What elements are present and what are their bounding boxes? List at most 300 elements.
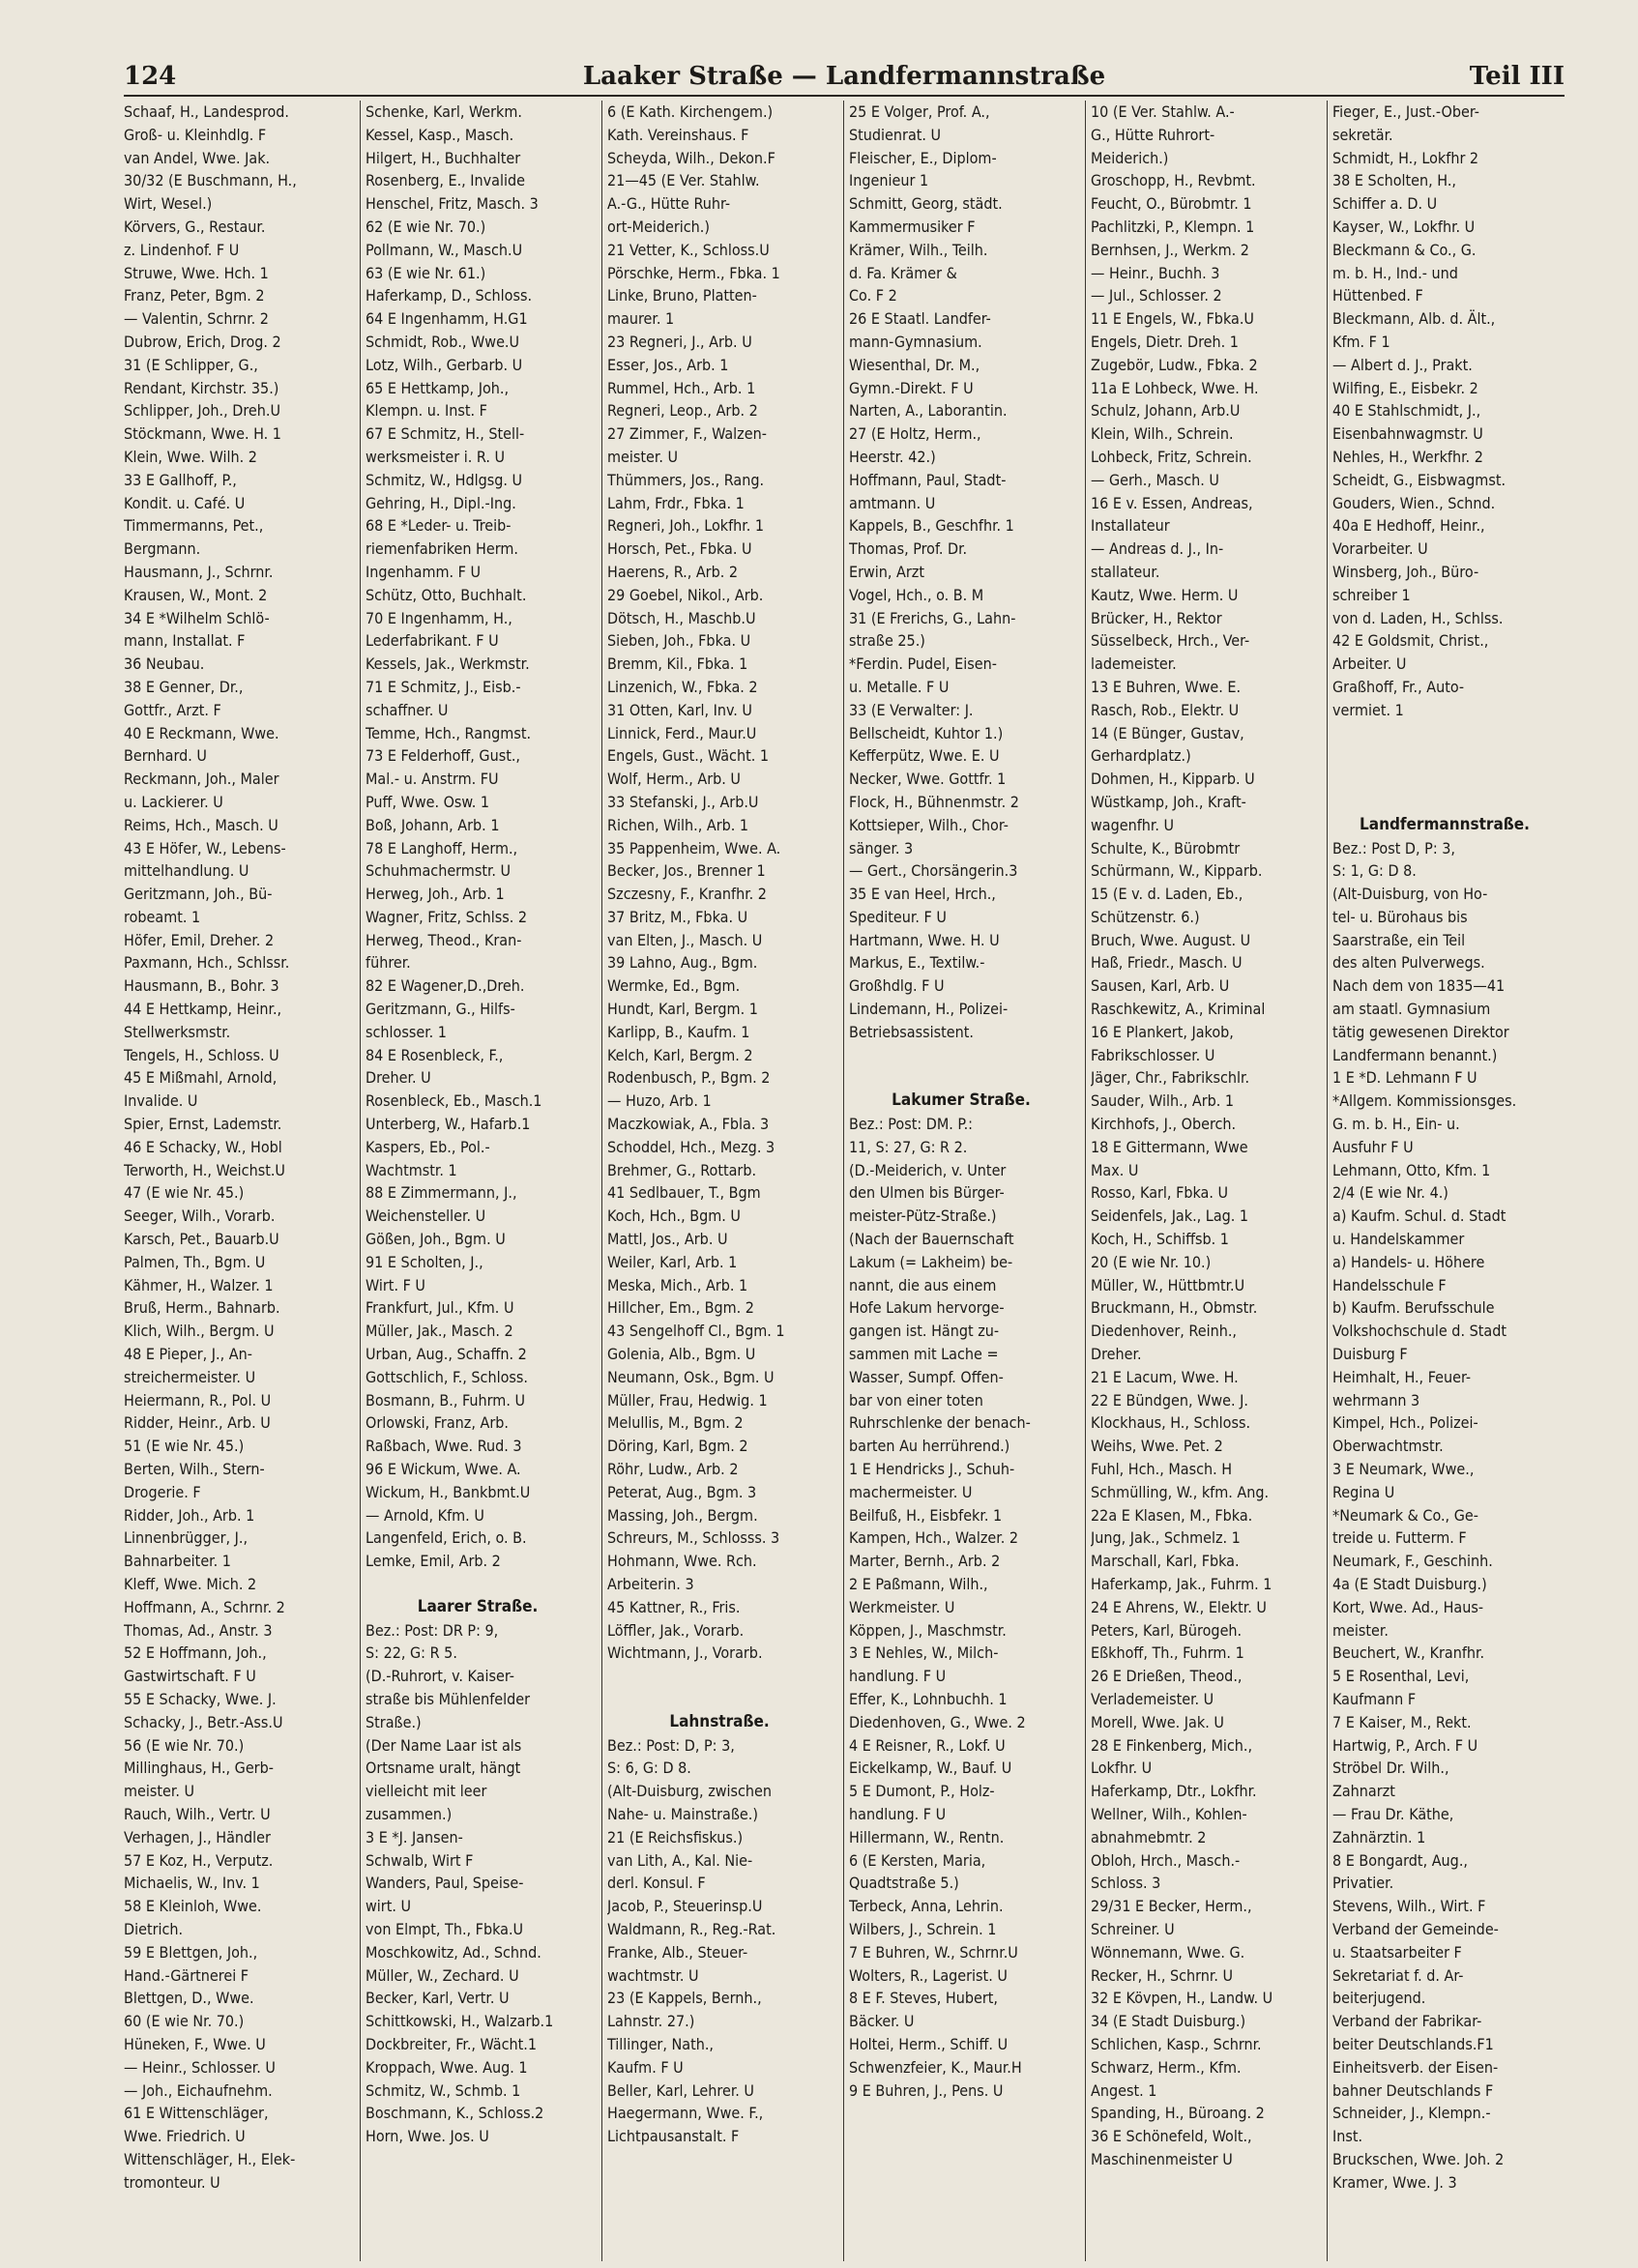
entry-line: Eisenbahnwagmstr. U xyxy=(1332,424,1483,444)
entry-line: Koch, H., Schiffsb. 1 xyxy=(1091,1230,1229,1249)
page-header xyxy=(124,62,1565,93)
entry-line: b) Kaufm. Berufsschule xyxy=(1332,1298,1495,1318)
entry-line: Lindemann, H., Polizei- xyxy=(849,1000,1009,1019)
entry-line: Müller, Jak., Masch. 2 xyxy=(366,1322,513,1341)
entry-line: Co. F 2 xyxy=(849,286,897,305)
entry-line: Schützenstr. 6.) xyxy=(1091,907,1200,926)
entry-line: meister-Pütz-Straße.) xyxy=(849,1207,997,1226)
entry-line: Lehmann, Otto, Kfm. 1 xyxy=(1332,1160,1491,1179)
entry-line: Struwe, Wwe. Hch. 1 xyxy=(124,263,269,282)
entry-line: Schacky, J., Betr.-Ass.U xyxy=(124,1712,283,1731)
entry-line: Wilbers, J., Schrein. 1 xyxy=(849,1919,997,1938)
entry-line: Esser, Jos., Arb. 1 xyxy=(607,355,729,374)
entry-line: Reckmann, Joh., Maler xyxy=(124,770,279,789)
entry-line: Dockbreiter, Fr., Wächt.1 xyxy=(366,2034,537,2053)
entry-line: beiter Deutschlands.F1 xyxy=(1332,2034,1494,2053)
street-heading: Laarer Straße. xyxy=(417,1596,539,1616)
entry-line: 1 E *D. Lehmann F U xyxy=(1332,1068,1477,1088)
entry-line: 11, S: 27, G: R 2. xyxy=(849,1137,968,1156)
column-divider xyxy=(1085,101,1086,2261)
entry-line: Hausmann, B., Bohr. 3 xyxy=(124,976,279,996)
entry-line: Jäger, Chr., Fabrikschlr. xyxy=(1091,1068,1250,1088)
entry-line: 65 E Hettkamp, Joh., xyxy=(366,378,510,397)
entry-line: Seidenfels, Jak., Lag. 1 xyxy=(1091,1207,1249,1226)
entry-line: Gößen, Joh., Bgm. U xyxy=(366,1230,506,1249)
entry-line: Schloss. 3 xyxy=(1091,1874,1161,1893)
entry-line: Rauch, Wilh., Vertr. U xyxy=(124,1804,271,1823)
entry-line: Winsberg, Joh., Büro- xyxy=(1332,562,1479,581)
entry-line: Haerens, R., Arb. 2 xyxy=(607,562,739,581)
entry-line: 38 E Genner, Dr., xyxy=(124,677,244,696)
entry-line: ort-Meiderich.) xyxy=(607,217,710,236)
entry-line: straße bis Mühlenfelder xyxy=(366,1689,531,1708)
entry-line: wagenfhr. U xyxy=(1091,815,1175,834)
entry-line: 48 E Pieper, J., An- xyxy=(124,1345,252,1364)
entry-line: Golenia, Alb., Bgm. U xyxy=(607,1345,756,1364)
street-heading: Landfermannstraße. xyxy=(1360,814,1530,834)
entry-line: — Valentin, Schrnr. 2 xyxy=(124,309,269,329)
entry-line: Löffler, Jak., Vorarb. xyxy=(607,1620,745,1640)
entry-line: 23 (E Kappels, Bernh., xyxy=(607,1989,762,2008)
entry-line: Wilfing, E., Eisbekr. 2 xyxy=(1332,378,1478,397)
entry-line: 68 E *Leder- u. Treib- xyxy=(366,516,512,536)
column-divider xyxy=(1327,101,1328,2261)
entry-line: Scheyda, Wilh., Dekon.F xyxy=(607,148,775,167)
entry-line: Betriebsassistent. xyxy=(849,1022,974,1041)
entry-line: Kaufmann F xyxy=(1332,1689,1417,1708)
entry-line: Schwalb, Wirt F xyxy=(366,1850,474,1870)
entry-line: Zahnärztin. 1 xyxy=(1332,1827,1426,1846)
entry-line: Müller, W., Zechard. U xyxy=(366,1965,519,1985)
entry-line: 59 E Blettgen, Joh., xyxy=(124,1942,258,1962)
entry-line: Vogel, Hch., o. B. M xyxy=(849,585,984,604)
entry-line: Schmülling, W., kfm. Ang. xyxy=(1091,1482,1270,1501)
entry-line: Hoffmann, A., Schrnr. 2 xyxy=(124,1597,285,1616)
entry-line: Meska, Mich., Arb. 1 xyxy=(607,1275,748,1294)
entry-line: 22 E Bündgen, Wwe. J. xyxy=(1091,1390,1248,1410)
entry-line: Waldmann, R., Reg.-Rat. xyxy=(607,1919,776,1938)
entry-line: bar von einer toten xyxy=(849,1390,983,1410)
entry-line: 78 E Langhoff, Herm., xyxy=(366,838,518,858)
entry-line: Müller, W., Hüttbmtr.U xyxy=(1091,1275,1245,1294)
entry-line: Marter, Bernh., Arb. 2 xyxy=(849,1552,1001,1571)
entry-line: Bernhard. U xyxy=(124,746,207,766)
entry-line: 91 E Scholten, J., xyxy=(366,1252,483,1271)
entry-line: 24 E Ahrens, W., Elektr. U xyxy=(1091,1597,1267,1616)
entry-line: Lichtpausanstalt. F xyxy=(607,2127,740,2146)
entry-line: 45 E Mißmahl, Arnold, xyxy=(124,1068,278,1088)
entry-line: 16 E v. Essen, Andreas, xyxy=(1091,493,1253,512)
entry-line: Volkshochschule d. Stadt xyxy=(1332,1322,1506,1341)
entry-line xyxy=(849,1066,1073,1090)
entry-line: Schreurs, M., Schlosss. 3 xyxy=(607,1528,780,1548)
entry-line: 62 (E wie Nr. 70.) xyxy=(366,217,486,236)
entry-line xyxy=(366,1573,590,1596)
entry-line: S: 6, G: D 8. xyxy=(607,1759,691,1778)
entry-line: 37 Britz, M., Fbka. U xyxy=(607,907,748,926)
entry-line: 88 E Zimmermann, J., xyxy=(366,1183,517,1203)
entry-line: 44 E Hettkamp, Heinr., xyxy=(124,1000,282,1019)
entry-line: Schreiner. U xyxy=(1091,1919,1175,1938)
entry-line: Massing, Joh., Bergm. xyxy=(607,1505,758,1525)
entry-line: 9 E Buhren, J., Pens. U xyxy=(849,2080,1004,2100)
entry-line: Jacob, P., Steuerinsp.U xyxy=(607,1897,763,1916)
entry-line: 16 E Plankert, Jakob, xyxy=(1091,1022,1234,1041)
entry-line: (Der Name Laar ist als xyxy=(366,1735,522,1755)
entry-line: 40 E Reckmann, Wwe. xyxy=(124,723,279,742)
entry-line: 40a E Hedhoff, Heinr., xyxy=(1332,516,1485,536)
entry-line: Groß- u. Kleinhdlg. F xyxy=(124,125,267,144)
entry-line: u. Handelskammer xyxy=(1332,1230,1465,1249)
entry-line: schaffner. U xyxy=(366,700,449,719)
column-1 xyxy=(124,101,348,2261)
entry-line: tätig gewesenen Direktor xyxy=(1332,1022,1509,1041)
entry-line: gangen ist. Hängt zu- xyxy=(849,1322,1000,1341)
entry-line: Beller, Karl, Lehrer. U xyxy=(607,2080,754,2100)
entry-line: Engels, Gust., Wächt. 1 xyxy=(607,746,769,766)
entry-line: Effer, K., Lohnbuchh. 1 xyxy=(849,1689,1008,1708)
entry-line: Bruß, Herm., Bahnarb. xyxy=(124,1298,280,1318)
entry-line: wirt. U xyxy=(366,1897,412,1916)
entry-line: Bruckschen, Wwe. Joh. 2 xyxy=(1332,2149,1505,2168)
entry-line: 52 E Hoffmann, Joh., xyxy=(124,1643,267,1663)
entry-line: 70 E Ingenhamm, H., xyxy=(366,608,512,627)
entry-line: Fleischer, E., Diplom- xyxy=(849,148,997,167)
entry-line: 22a E Klasen, M., Fbka. xyxy=(1091,1505,1253,1525)
entry-line: Verhagen, J., Händler xyxy=(124,1827,271,1846)
entry-line xyxy=(607,1665,832,1688)
entry-line: riemenfabriken Herm. xyxy=(366,539,518,559)
entry-line: meister. xyxy=(1332,1620,1389,1640)
entry-line: Kaufm. F U xyxy=(607,2057,684,2077)
entry-line: 3 E *J. Jansen- xyxy=(366,1827,463,1846)
column-2 xyxy=(366,101,590,2261)
entry-line: Kelch, Karl, Bergm. 2 xyxy=(607,1045,753,1064)
entry-line: 29 Goebel, Nikol., Arb. xyxy=(607,585,764,604)
entry-line: 84 E Rosenbleck, F., xyxy=(366,1045,504,1064)
entry-line: werksmeister i. R. U xyxy=(366,447,505,466)
entry-line: Gottschlich, F., Schloss. xyxy=(366,1367,528,1386)
entry-line: Pollmann, W., Masch.U xyxy=(366,240,523,259)
entry-line: Fabrikschlosser. U xyxy=(1091,1045,1215,1064)
entry-line: Eßkhoff, Th., Fuhrm. 1 xyxy=(1091,1643,1244,1663)
entry-line: Wiesenthal, Dr. M., xyxy=(849,355,980,374)
entry-line: Lokfhr. U xyxy=(1091,1759,1153,1778)
entry-line: Schiffer a. D. U xyxy=(1332,194,1438,214)
entry-line: Millinghaus, H., Gerb- xyxy=(124,1759,274,1778)
entry-line: Necker, Wwe. Gottfr. 1 xyxy=(849,770,1007,789)
entry-line: Rendant, Kirchstr. 35.) xyxy=(124,378,279,397)
entry-line: Inst. xyxy=(1332,2127,1363,2146)
entry-line: Bleckmann & Co., G. xyxy=(1332,240,1477,259)
entry-line: a) Kaufm. Schul. d. Stadt xyxy=(1332,1207,1506,1226)
entry-line: Diedenhover, Reinh., xyxy=(1091,1322,1237,1341)
entry-line: Bahnarbeiter. 1 xyxy=(124,1552,231,1571)
entry-line: Haß, Friedr., Masch. U xyxy=(1091,953,1243,973)
entry-line: Franke, Alb., Steuer- xyxy=(607,1942,748,1962)
entry-line: abnahmebmtr. 2 xyxy=(1091,1827,1207,1846)
entry-line: Orlowski, Franz, Arb. xyxy=(366,1413,509,1433)
entry-line: Richen, Wilh., Arb. 1 xyxy=(607,815,749,834)
entry-line: 67 E Schmitz, H., Stell- xyxy=(366,424,525,444)
entry-line: Hoffmann, Paul, Stadt- xyxy=(849,470,1007,489)
entry-line: S: 22, G: R 5. xyxy=(366,1643,457,1663)
entry-line: 64 E Ingenhamm, H.G1 xyxy=(366,309,528,329)
entry-line: — Gerh., Masch. U xyxy=(1091,470,1219,489)
entry-line: Schwarz, Herm., Kfm. xyxy=(1091,2057,1242,2077)
entry-line: 73 E Felderhoff, Gust., xyxy=(366,746,520,766)
entry-line: Boß, Johann, Arb. 1 xyxy=(366,815,500,834)
entry-line: des alten Pulverwegs. xyxy=(1332,953,1485,973)
entry-line: Engels, Dietr. Dreh. 1 xyxy=(1091,332,1239,351)
entry-line: Herweg, Joh., Arb. 1 xyxy=(366,885,505,904)
entry-line: Lederfabrikant. F U xyxy=(366,631,499,651)
entry-line: 71 E Schmitz, J., Eisb.- xyxy=(366,677,521,696)
entry-line: Karlipp, B., Kaufm. 1 xyxy=(607,1022,750,1041)
column-4 xyxy=(849,101,1073,2261)
entry-line: m. b. H., Ind.- und xyxy=(1332,263,1458,282)
entry-line: Zugebör, Ludw., Fbka. 2 xyxy=(1091,355,1258,374)
entry-line: 61 E Wittenschläger, xyxy=(124,2104,269,2123)
entry-line: Eickelkamp, W., Bauf. U xyxy=(849,1759,1012,1778)
entry-line: 14 (E Bünger, Gustav, xyxy=(1091,723,1244,742)
entry-line: 15 (E v. d. Laden, Eb., xyxy=(1091,885,1243,904)
entry-line: Scheidt, G., Eisbwagmst. xyxy=(1332,470,1506,489)
entry-line: Wirt. F U xyxy=(366,1275,425,1294)
entry-line: Haegermann, Wwe. F., xyxy=(607,2104,764,2123)
entry-line: 7 E Buhren, W., Schrnr.U xyxy=(849,1942,1018,1962)
entry-line: Vorarbeiter. U xyxy=(1332,539,1428,559)
entry-line: u. Staatsarbeiter F xyxy=(1332,1942,1462,1962)
entry-line: Peters, Karl, Bürogeh. xyxy=(1091,1620,1243,1640)
column-5 xyxy=(1091,101,1315,2261)
entry-line: handlung. F U xyxy=(849,1804,947,1823)
entry-line: Ingenieur 1 xyxy=(849,171,929,190)
entry-line: Klockhaus, H., Schloss. xyxy=(1091,1413,1251,1433)
entry-line: Koch, Hch., Bgm. U xyxy=(607,1207,741,1226)
entry-line: Schaaf, H., Landesprod. xyxy=(124,102,289,121)
entry-line: wehrmann 3 xyxy=(1332,1390,1420,1410)
entry-line: lademeister. xyxy=(1091,654,1177,674)
entry-line: Heiermann, R., Pol. U xyxy=(124,1390,272,1410)
entry-line: u. Metalle. F U xyxy=(849,677,950,696)
entry-line: 47 (E wie Nr. 45.) xyxy=(124,1183,245,1203)
entry-line: Rosso, Karl, Fbka. U xyxy=(1091,1183,1229,1203)
entry-line: Körvers, G., Restaur. xyxy=(124,217,266,236)
entry-line: robeamt. 1 xyxy=(124,907,201,926)
entry-line: 43 E Höfer, W., Lebens- xyxy=(124,838,286,858)
entry-line: Schmitt, Georg, städt. xyxy=(849,194,1003,214)
entry-line: Schmitz, W., Hdlgsg. U xyxy=(366,470,523,489)
entry-line: Wermke, Ed., Bgm. xyxy=(607,976,741,996)
entry-line: Bruckmann, H., Obmstr. xyxy=(1091,1298,1258,1318)
entry-line: 34 E *Wilhelm Schlö- xyxy=(124,608,270,627)
entry-line: 39 Lahno, Aug., Bgm. xyxy=(607,953,758,973)
entry-line: z. Lindenhof. F U xyxy=(124,240,240,259)
entry-line: meister. U xyxy=(607,447,679,466)
entry-line: Bruch, Wwe. August. U xyxy=(1091,930,1251,949)
entry-line: 7 E Kaiser, M., Rekt. xyxy=(1332,1712,1472,1731)
entry-line: Flock, H., Bühnenmstr. 2 xyxy=(849,792,1019,811)
entry-line: 31 Otten, Karl, Inv. U xyxy=(607,700,752,719)
entry-line: Wolters, R., Lagerist. U xyxy=(849,1965,1008,1985)
entry-line: Wasser, Sumpf. Offen- xyxy=(849,1367,1004,1386)
entry-line: Röhr, Ludw., Arb. 2 xyxy=(607,1460,739,1479)
entry-line: Krausen, W., Mont. 2 xyxy=(124,585,268,604)
entry-line: 36 E Schönefeld, Wolt., xyxy=(1091,2127,1252,2146)
entry-line xyxy=(1332,791,1557,814)
entry-line: Timmermanns, Pet., xyxy=(124,516,264,536)
entry-line: — Andreas d. J., In- xyxy=(1091,539,1224,559)
entry-line: 18 E Gittermann, Wwe xyxy=(1091,1137,1248,1156)
entry-line: Palmen, Th., Bgm. U xyxy=(124,1252,266,1271)
entry-line: van Andel, Wwe. Jak. xyxy=(124,148,271,167)
entry-line: 20 (E wie Nr. 10.) xyxy=(1091,1252,1212,1271)
entry-line: Bez.: Post: DM. P.: xyxy=(849,1115,974,1134)
entry-line: Szczesny, F., Kranfhr. 2 xyxy=(607,885,767,904)
entry-line: 51 (E wie Nr. 45.) xyxy=(124,1437,245,1456)
entry-line: Morell, Wwe. Jak. U xyxy=(1091,1712,1224,1731)
entry-line: 1 E Hendricks J., Schuh- xyxy=(849,1460,1015,1479)
entry-line: Kaspers, Eb., Pol.- xyxy=(366,1137,490,1156)
entry-line: 13 E Buhren, Wwe. E. xyxy=(1091,677,1242,696)
entry-line: Kimpel, Hch., Polizei- xyxy=(1332,1413,1478,1433)
entry-line: Invalide. U xyxy=(124,1091,198,1111)
entry-line: Hohmann, Wwe. Rch. xyxy=(607,1552,757,1571)
entry-line: — Huzo, Arb. 1 xyxy=(607,1091,712,1111)
entry-line: Heerstr. 42.) xyxy=(849,447,936,466)
entry-line: Nach dem von 1835—41 xyxy=(1332,976,1506,996)
entry-line: Kroppach, Wwe. Aug. 1 xyxy=(366,2057,528,2077)
entry-line: amtmann. U xyxy=(849,493,936,512)
entry-line: 31 (E Schlipper, G., xyxy=(124,355,258,374)
entry-line: 56 (E wie Nr. 70.) xyxy=(124,1735,245,1755)
entry-line: Rodenbusch, P., Bgm. 2 xyxy=(607,1068,771,1088)
entry-line: Rosenberg, E., Invalide xyxy=(366,171,525,190)
entry-line: sammen mit Lache = xyxy=(849,1345,999,1364)
entry-line: 6 (E Kath. Kirchengem.) xyxy=(607,102,774,121)
entry-line: Pörschke, Herm., Fbka. 1 xyxy=(607,263,780,282)
entry-line: Rosenbleck, Eb., Masch.1 xyxy=(366,1091,542,1111)
entry-line: Brehmer, G., Rottarb. xyxy=(607,1160,757,1179)
entry-line: Studienrat. U xyxy=(849,125,942,144)
entry-line: Dietrich. xyxy=(124,1919,184,1938)
entry-line: Handelsschule F xyxy=(1332,1275,1447,1294)
entry-line: Dreher. U xyxy=(366,1068,431,1088)
entry-line: 21 (E Reichsfiskus.) xyxy=(607,1827,744,1846)
entry-line: Rummel, Hch., Arb. 1 xyxy=(607,378,756,397)
column-divider xyxy=(601,101,602,2261)
entry-line: 41 Sedlbauer, T., Bgm xyxy=(607,1183,761,1203)
entry-line: 40 E Stahlschmidt, J., xyxy=(1332,401,1481,421)
entry-line: Dötsch, H., Maschb.U xyxy=(607,608,756,627)
entry-line: *Ferdin. Pudel, Eisen- xyxy=(849,654,997,674)
entry-line: Becker, Karl, Vertr. U xyxy=(366,1989,510,2008)
entry-line: Bergmann. xyxy=(124,539,201,559)
entry-line xyxy=(1332,768,1557,791)
entry-line: Klein, Wwe. Wilh. 2 xyxy=(124,447,257,466)
entry-line: Kampen, Hch., Walzer. 2 xyxy=(849,1528,1019,1548)
entry-line: treide u. Futterm. F xyxy=(1332,1528,1467,1548)
column-divider xyxy=(843,101,844,2261)
entry-line: Kappels, B., Geschfhr. 1 xyxy=(849,516,1014,536)
entry-line: Einheitsverb. der Eisen- xyxy=(1332,2057,1499,2077)
entry-line: Raßbach, Wwe. Rud. 3 xyxy=(366,1437,522,1456)
entry-line: Lahm, Frdr., Fbka. 1 xyxy=(607,493,745,512)
entry-line: 46 E Schacky, W., Hobl xyxy=(124,1137,282,1156)
entry-line: (Alt-Duisburg, zwischen xyxy=(607,1782,773,1801)
entry-line: Quadtstraße 5.) xyxy=(849,1874,959,1893)
entry-line: Terworth, H., Weichst.U xyxy=(124,1160,285,1179)
entry-line: Haferkamp, D., Schloss. xyxy=(366,286,533,305)
entry-line: Drogerie. F xyxy=(124,1482,201,1501)
entry-line: — Arnold, Kfm. U xyxy=(366,1505,484,1525)
entry-line: Schenke, Karl, Werkm. xyxy=(366,102,522,121)
entry-line: tel- u. Bürohaus bis xyxy=(1332,907,1468,926)
entry-line: 36 Neubau. xyxy=(124,654,205,674)
street-heading: Lahnstraße. xyxy=(669,1711,770,1731)
entry-line: von d. Laden, H., Schlss. xyxy=(1332,608,1504,627)
entry-line: 33 E Gallhoff, P., xyxy=(124,470,237,489)
entry-line: Bosmann, B., Fuhrm. U xyxy=(366,1390,525,1410)
entry-line: Döring, Karl, Bgm. 2 xyxy=(607,1437,748,1456)
entry-line: 28 E Finkenberg, Mich., xyxy=(1091,1735,1253,1755)
entry-line: Arbeiter. U xyxy=(1332,654,1407,674)
entry-line: Franz, Peter, Bgm. 2 xyxy=(124,286,265,305)
entry-line: Wittenschläger, H., Elek- xyxy=(124,2149,296,2168)
entry-line: Graßhoff, Fr., Auto- xyxy=(1332,677,1465,696)
entry-line: Süsselbeck, Hrch., Ver- xyxy=(1091,631,1250,651)
entry-line: 63 (E wie Nr. 61.) xyxy=(366,263,486,282)
entry-line: G., Hütte Ruhrort- xyxy=(1091,125,1215,144)
entry-line: Terbeck, Anna, Lehrin. xyxy=(849,1897,1004,1916)
entry-line: den Ulmen bis Bürger- xyxy=(849,1183,1005,1203)
entry-line: (D.-Ruhrort, v. Kaiser- xyxy=(366,1667,514,1686)
entry-line: Neumann, Osk., Bgm. U xyxy=(607,1367,775,1386)
entry-line: machermeister. U xyxy=(849,1482,973,1501)
entry-line: 10 (E Ver. Stahlw. A.- xyxy=(1091,102,1235,121)
entry-line: 3 E Nehles, W., Milch- xyxy=(849,1643,999,1663)
entry-line: Schlipper, Joh., Dreh.U xyxy=(124,401,280,421)
entry-line: 96 E Wickum, Wwe. A. xyxy=(366,1460,521,1479)
street-heading: Lakumer Straße. xyxy=(892,1090,1031,1111)
entry-line: Neumark, F., Geschinh. xyxy=(1332,1552,1493,1571)
entry-line: Herweg, Theod., Kran- xyxy=(366,930,522,949)
entry-line: Ridder, Heinr., Arb. U xyxy=(124,1413,271,1433)
entry-line: 33 Stefanski, J., Arb.U xyxy=(607,792,759,811)
entry-line: Bez.: Post: DR P: 9, xyxy=(366,1620,499,1640)
entry-line: 8 E Bongardt, Aug., xyxy=(1332,1850,1468,1870)
entry-line: (Alt-Duisburg, von Ho- xyxy=(1332,885,1488,904)
entry-line: sekretär. xyxy=(1332,125,1393,144)
entry-line: Linnick, Ferd., Maur.U xyxy=(607,723,757,742)
entry-line: wachtmstr. U xyxy=(607,1965,699,1985)
entry-line: Schmidt, H., Lokfhr 2 xyxy=(1332,148,1479,167)
entry-line xyxy=(849,1044,1073,1067)
entry-line: mittelhandlung. U xyxy=(124,861,249,881)
entry-line: Maczkowiak, A., Fbla. 3 xyxy=(607,1115,770,1134)
entry-line: Kfm. F 1 xyxy=(1332,332,1390,351)
entry-line: Heimhalt, H., Feuer- xyxy=(1332,1367,1472,1386)
entry-line: Hüttenbed. F xyxy=(1332,286,1423,305)
entry-line: Wönnemann, Wwe. G. xyxy=(1091,1942,1245,1962)
entry-line: Horn, Wwe. Jos. U xyxy=(366,2127,489,2146)
entry-line: Höfer, Emil, Dreher. 2 xyxy=(124,930,275,949)
entry-line: Thümmers, Jos., Rang. xyxy=(607,470,765,489)
entry-line: Weiler, Karl, Arb. 1 xyxy=(607,1252,738,1271)
entry-line: Kähmer, H., Walzer. 1 xyxy=(124,1275,274,1294)
entry-line: Bäcker. U xyxy=(849,2012,915,2031)
